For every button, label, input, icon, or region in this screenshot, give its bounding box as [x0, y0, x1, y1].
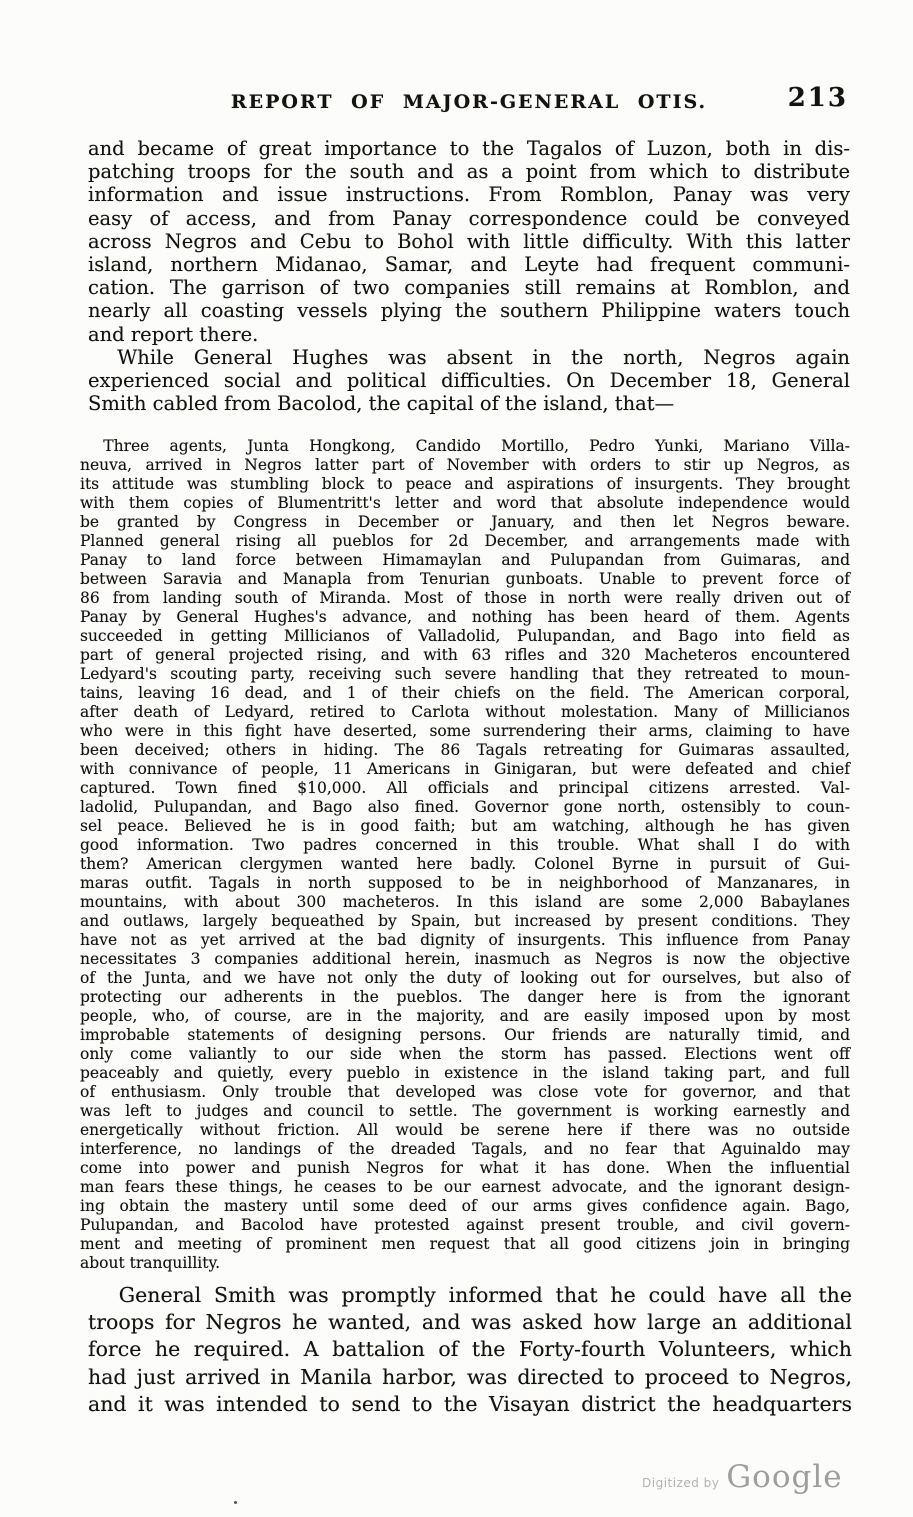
text-line: tains, leaving 16 dead, and 1 of their chiefs on the field. The American corporal,	[80, 684, 850, 702]
text-line: be granted by Congress in December or January, and then let Negros beware.	[80, 513, 850, 531]
page-header	[88, 83, 850, 120]
text-line: easy of access, and from Panay correspondence could be conveyed	[88, 206, 850, 230]
text-line: ing obtain the mastery until some deed of our arms gives confidence again. Bago,	[80, 1197, 850, 1215]
text-line: peaceably and quietly, every pueblo in existence in the island taking part, and full	[80, 1064, 850, 1082]
text-line: force he required. A battalion of the Forty-fourth Volunteers, which	[88, 1337, 852, 1362]
text-line: experienced social and political difficulties. On December 18, General	[88, 369, 850, 393]
text-line: and became of great importance to the Tagalos of Luzon, both in dis-	[88, 137, 850, 160]
text-line: nearly all coasting vessels plying the southern Philippine waters touch	[88, 299, 850, 323]
text-line: man fears these things, he ceases to be our earnest advocate, and the ignorant design-	[80, 1178, 850, 1196]
running-head-title: REPORT OF MAJOR-GENERAL OTIS.	[230, 91, 708, 113]
google-logo: Google	[726, 1459, 843, 1495]
text-line: Smith cabled from Bacolod, the capital of the island, that—	[88, 392, 675, 416]
text-line: General Smith was promptly informed that he could have all the	[118, 1283, 852, 1307]
text-line: only come valiantly to our side when the storm has passed. Elections went off	[80, 1045, 850, 1063]
text-line: sel peace. Believed he is in good faith; but am watching, although he has given	[80, 817, 850, 835]
text-line: who were in this fight have deserted, some surrendering their arms, claiming to have	[80, 722, 850, 740]
text-line: island, northern Midanao, Samar, and Leyte had frequent communi-	[88, 253, 850, 277]
text-line: ment and meeting of prominent men request that all good citizens join in bringing	[80, 1235, 850, 1253]
text-line: ladolid, Pulupandan, and Bago also fined. Governor gone north, ostensibly to coun-	[80, 798, 850, 816]
watermark-prefix-text: Digitized by	[642, 1476, 720, 1490]
text-line: maras outfit. Tagals in north supposed to be in neighborhood of Manzanares, in	[80, 874, 850, 892]
text-line: information and issue instructions. From Romblon, Panay was very	[88, 183, 850, 207]
text-line: cation. The garrison of two companies still remains at Romblon, and	[88, 276, 850, 300]
paragraph-continuation	[88, 137, 850, 346]
text-line: Pulupandan, and Bacolod have protested against present trouble, and civil govern-	[80, 1216, 850, 1234]
text-line: of enthusiasm. Only trouble that developed was close vote for governor, and that	[80, 1083, 850, 1101]
page-number: 213	[787, 83, 848, 113]
text-line: its attitude was stumbling block to peace and aspirations of insurgents. They brought	[80, 475, 850, 493]
text-line: across Negros and Cebu to Bohol with little difficulty. With this latter	[88, 229, 850, 253]
text-line: had just arrived in Manila harbor, was directed to proceed to Negros,	[88, 1364, 852, 1389]
text-line: come into power and punish Negros for what it has done. When the influential	[80, 1159, 850, 1177]
text-line: with them copies of Blumentritt's letter and word that absolute independence would	[80, 494, 850, 512]
text-line: was left to judges and council to settle. The government is working earnestly and	[80, 1102, 850, 1120]
text-line: neuva, arrived in Negros latter part of November with orders to stir up Negros, as	[80, 456, 850, 474]
text-line: with connivance of people, 11 Americans in Ginigaran, but were defeated and chief	[80, 760, 850, 778]
paragraph-hughes-absent	[88, 346, 850, 416]
text-line: improbable statements of designing persons. Our friends are naturally timid, and	[80, 1026, 850, 1044]
text-line: Ledyard's scouting party, receiving such severe handling that they retreated to moun-	[80, 665, 850, 683]
text-line: Planned general rising all pueblos for 2d December, and arrangements made with	[80, 532, 850, 550]
text-line: mountains, with about 300 macheteros. In this island are some 2,000 Babaylanes	[80, 893, 850, 911]
text-line: been deceived; others in hiding. The 86 Tagals retreating for Guimaras assaulted,	[80, 741, 850, 759]
text-line: between Saravia and Manapla from Tenurian gunboats. Unable to prevent force of	[80, 570, 850, 588]
text-line: after death of Ledyard, retired to Carlota without molestation. Many of Millicianos	[80, 703, 850, 721]
text-line: people, who, of course, are in the majority, and are easily imposed upon by most	[80, 1007, 850, 1025]
blockquote-smith-cable	[80, 437, 850, 1273]
text-line: energetically without friction. All would be serene here if there was no outside	[80, 1121, 850, 1139]
text-line: have not as yet arrived at the bad dignity of insurgents. This influence from Panay	[80, 931, 850, 949]
text-line: succeeded in getting Millicianos of Valladolid, Pulupandan, and Bago into field as	[80, 627, 850, 645]
text-line: Panay by General Hughes's advance, and nothing has been heard of them. Agents	[80, 608, 850, 626]
text-line: While General Hughes was absent in the north, Negros again	[117, 345, 850, 369]
text-line: protecting our adherents in the pueblos. The danger here is from the ignorant	[80, 988, 850, 1006]
text-line: necessitates 3 companies additional herein, inasmuch as Negros is now the objective	[80, 950, 850, 968]
text-line: about tranquillity.	[80, 1254, 221, 1272]
text-line: and report there.	[88, 322, 259, 346]
text-line: Panay to land force between Himamaylan and Pulupandan from Guimaras, and	[80, 551, 850, 569]
text-line: of the Junta, and we have not only the duty of looking out for ourselves, but also of	[80, 969, 850, 987]
scan-speck	[234, 1501, 237, 1504]
text-line: and it was intended to send to the Visayan district the headquarters	[88, 1391, 852, 1416]
text-line: and outlaws, largely bequeathed by Spain, but increased by present conditions. They	[80, 912, 850, 930]
digitized-watermark	[642, 1459, 843, 1495]
paragraph-general-smith-informed	[88, 1282, 852, 1418]
text-line: interference, no landings of the dreaded Tagals, and no fear that Aguinaldo may	[80, 1140, 850, 1158]
text-line: 86 from landing south of Miranda. Most of those in north were really driven out of	[80, 589, 850, 607]
text-line: patching troops for the south and as a point from which to distribute	[88, 160, 850, 184]
text-line: good information. Two padres concerned in this trouble. What shall I do with	[80, 836, 850, 854]
text-line: captured. Town fined $10,000. All officials and principal citizens arrested. Val-	[80, 779, 850, 797]
text-line: Three agents, Junta Hongkong, Candido Mortillo, Pedro Yunki, Mariano Villa-	[103, 437, 850, 455]
upper-body-text	[88, 137, 850, 415]
text-line: them? American clergymen wanted here badly. Colonel Byrne in pursuit of Gui-	[80, 855, 850, 873]
text-line: troops for Negros he wanted, and was asked how large an additional	[88, 1310, 852, 1335]
text-line: part of general projected rising, and with 63 rifles and 320 Macheteros encountered	[80, 646, 850, 664]
